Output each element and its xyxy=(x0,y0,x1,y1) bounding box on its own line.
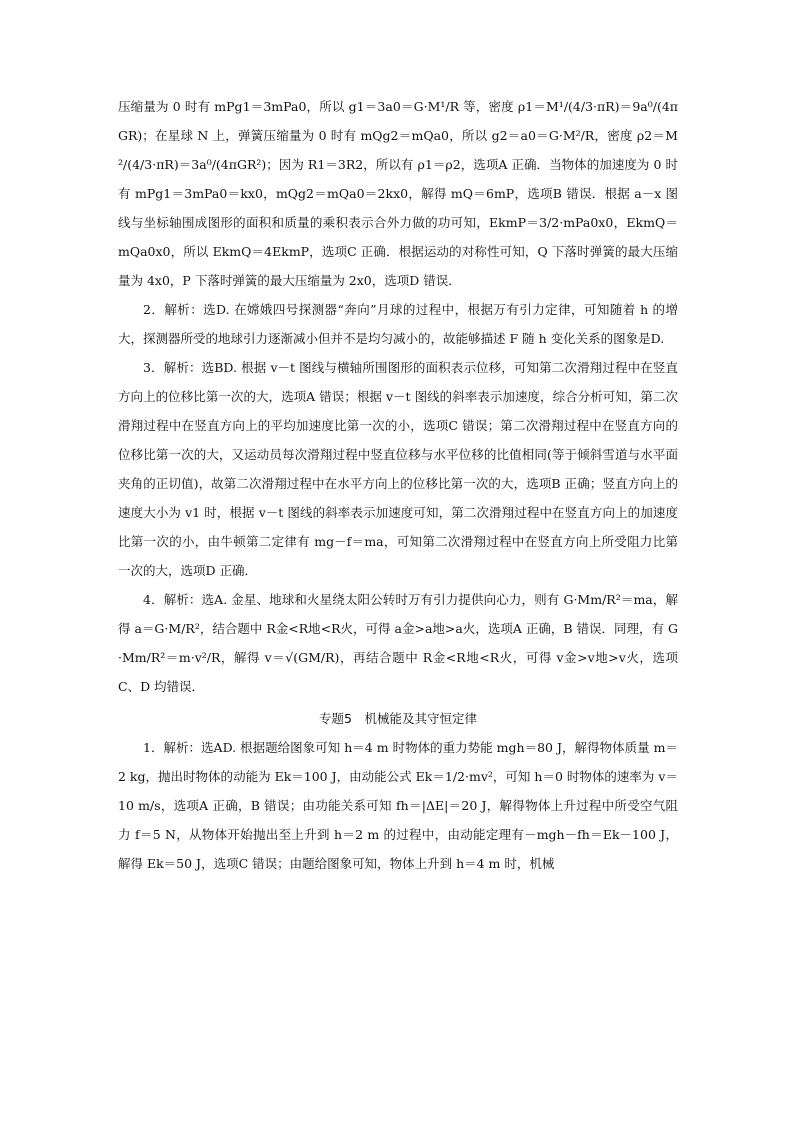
page-content xyxy=(118,92,678,878)
paragraph-3: 3．解析：选BD. 根据 v－t 图线与横轴所围图形的面积表示位移，可知第二次滑翔过程中在竖直方向上的位移比第一次的大，选项A 错误；根据 v－t 图线的斜率表示加速度，综合分析可知，第二次滑翔过程中在竖直方向上的平均加速度比第一次的小，选项C 错误；第二次滑翔过程中在竖直方向的位移比第一次的大，又运动员每次滑翔过程中竖直位移与水平位移的比值相同(等于倾斜雪道与水平面夹角的正切值)，故第二次滑翔过程中在水平方向上的位移比第一次的大，选项B 正确；竖直方向上的速度大小为 v1 时，根据 v－t 图线的斜率表示加速度可知，第二次滑翔过程中在竖直方向上的加速度比第一次的小，由牛顿第二定律有 mg－f＝ma，可知第二次滑翔过程中在竖直方向上所受阻力比第一次的大，选项D 正确． xyxy=(118,360,678,578)
paragraph-1-continued: 压缩量为 0 时有 mPg1＝3mPa0，所以 g1＝3a0＝G·M¹/R 等，密度 ρ1＝M¹/(4/3·πR)＝9a⁰/(4πGR)；在星球 N 上，弹簧压缩量为 0 时有 mQg2＝mQa0，所以 g2＝a0＝G·M²/R，密度 ρ2＝M²/(4/3·πR)＝3a⁰/(4πGR²)；因为 R1＝3R2，所以有 ρ1＝ρ2，选项A 正确．当物体的加速度为 0 时有 mPg1＝3mPa0＝kx0，mQg2＝mQa0＝2kx0，解得 mQ＝6mP，选项B 错误．根据 a－x 图线与坐标轴围成图形的面积和质量的乘积表示合外力做的功可知，EkmP＝3/2·mPa0x0，EkmQ＝mQa0x0，所以 EkmQ＝4EkmP，选项C 正确．根据运动的对称性可知，Q 下落时弹簧的最大压缩量为 4x0，P 下落时弹簧的最大压缩量为 2x0，选项D 错误． xyxy=(118,99,678,288)
paragraph-2: 2．解析：选D. 在嫦娥四号探测器“奔向”月球的过程中，根据万有引力定律，可知随着 h 的增大，探测器所受的地球引力逐渐减小但并不是均匀减小的，故能够描述 F 随 h 变化关系的图象是D. xyxy=(118,302,678,346)
section5-paragraph-1: 1．解析：选AD. 根据题给图象可知 h＝4 m 时物体的重力势能 mgh＝80 J，解得物体质量 m＝2 kg，抛出时物体的动能为 Ek＝100 J，由动能公式 Ek＝1/2·mv²，可知 h＝0 时物体的速率为 v＝10 m/s，选项A 正确，B 错误；由功能关系可知 fh＝|ΔE|＝20 J，解得物体上升过程中所受空气阻力 f＝5 N，从物体开始抛出至上升到 h＝2 m 的过程中，由动能定理有－mgh－fh＝Ek－100 J，解得 Ek＝50 J，选项C 错误；由题给图象可知，物体上升到 h＝4 m 时，机械 xyxy=(118,740,678,871)
section-title: 专题5 机械能及其守恒定律 xyxy=(319,711,477,726)
paragraph-4: 4．解析：选A. 金星、地球和火星绕太阳公转时万有引力提供向心力，则有 G·Mm/R²＝ma，解得 a＝G·M/R²，结合题中 R金<R地<R火，可得 a金>a地>a火，选项A 正确，B 错误．同理，有 G·Mm/R²＝m·v²/R，解得 v＝√(GM/R)，再结合题中 R金<R地<R火，可得 v金>v地>v火，选项C、D 均错误． xyxy=(118,592,678,694)
